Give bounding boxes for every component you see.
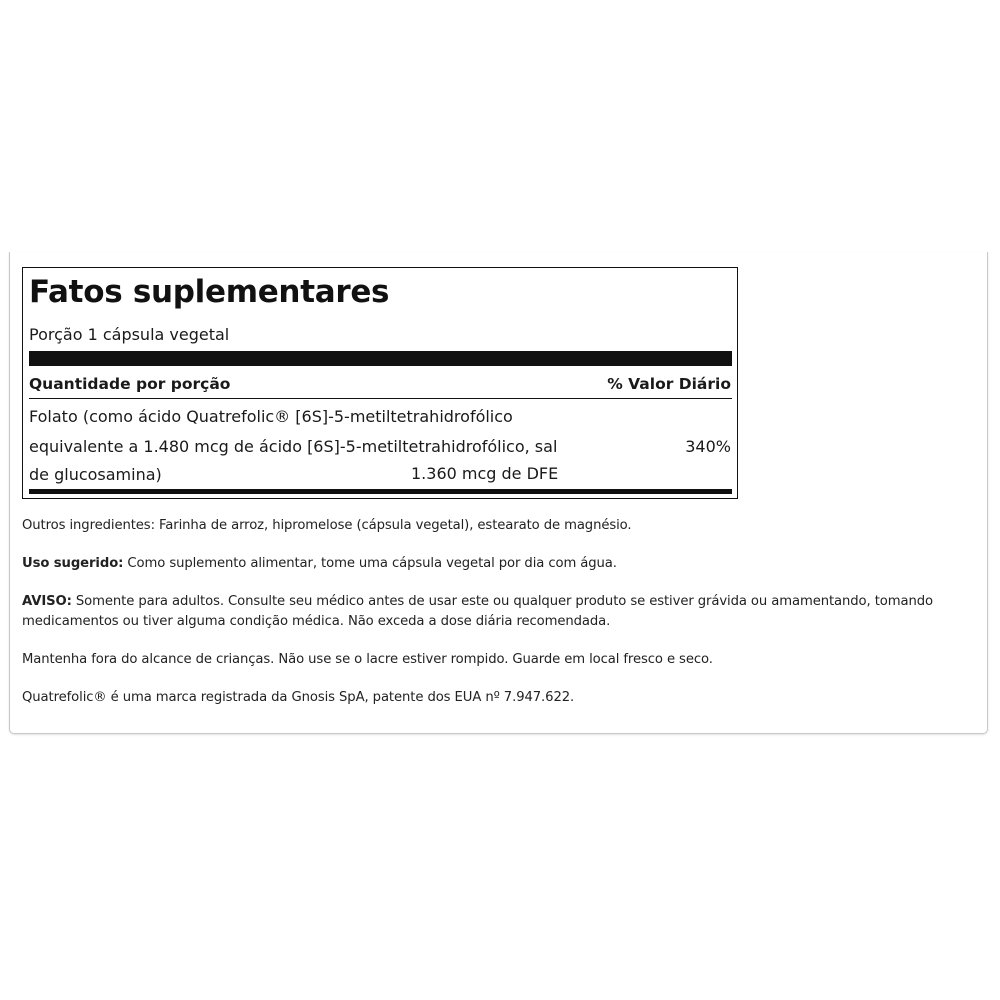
- suggested-use-label: Uso sugerido:: [22, 556, 124, 571]
- warning: [22, 594, 933, 609]
- other-ingredients: Outros ingredientes: Farinha de arroz, hipromelose (cápsula vegetal), estearato de magnésio.: [22, 518, 632, 533]
- thick-divider: [29, 351, 732, 366]
- supplement-facts-box: [22, 267, 738, 499]
- storage-instructions: Mantenha fora do alcance de crianças. Não use se o lacre estiver rompido. Guarde em local fresco e seco.: [22, 652, 713, 667]
- suggested-use-text: Como suplemento alimentar, tome uma cápsula vegetal por dia com água.: [123, 556, 617, 571]
- serving-size: Porção 1 cápsula vegetal: [29, 325, 230, 344]
- thin-divider: [29, 398, 732, 399]
- ingredient-line: equivalente a 1.480 mcg de ácido [6S]-5-metiltetrahidrofólico, sal: [29, 437, 558, 456]
- amount-per-serving-header: Quantidade por porção: [29, 375, 231, 393]
- ingredient-daily-value: 340%: [685, 437, 731, 456]
- warning-text: Somente para adultos. Consulte seu médico antes de usar este ou qualquer produto se estiver grávida ou amamentando, tomando: [71, 594, 933, 609]
- warning-continued: medicamentos ou tiver alguma condição médica. Não exceda a dose diária recomendada.: [22, 614, 611, 629]
- trademark-notice: Quatrefolic® é uma marca registrada da Gnosis SpA, patente dos EUA nº 7.947.622.: [22, 690, 575, 705]
- ingredient-amount: 1.360 mcg de DFE: [411, 464, 559, 483]
- ingredient-line: Folato (como ácido Quatrefolic® [6S]-5-metiltetrahidrofólico: [29, 407, 513, 426]
- bottom-divider: [29, 489, 732, 494]
- ingredient-line: de glucosamina): [29, 465, 162, 484]
- daily-value-header: % Valor Diário: [607, 375, 731, 393]
- warning-label: AVISO:: [22, 594, 72, 609]
- suggested-use: [22, 556, 617, 571]
- facts-title: Fatos suplementares: [29, 274, 390, 310]
